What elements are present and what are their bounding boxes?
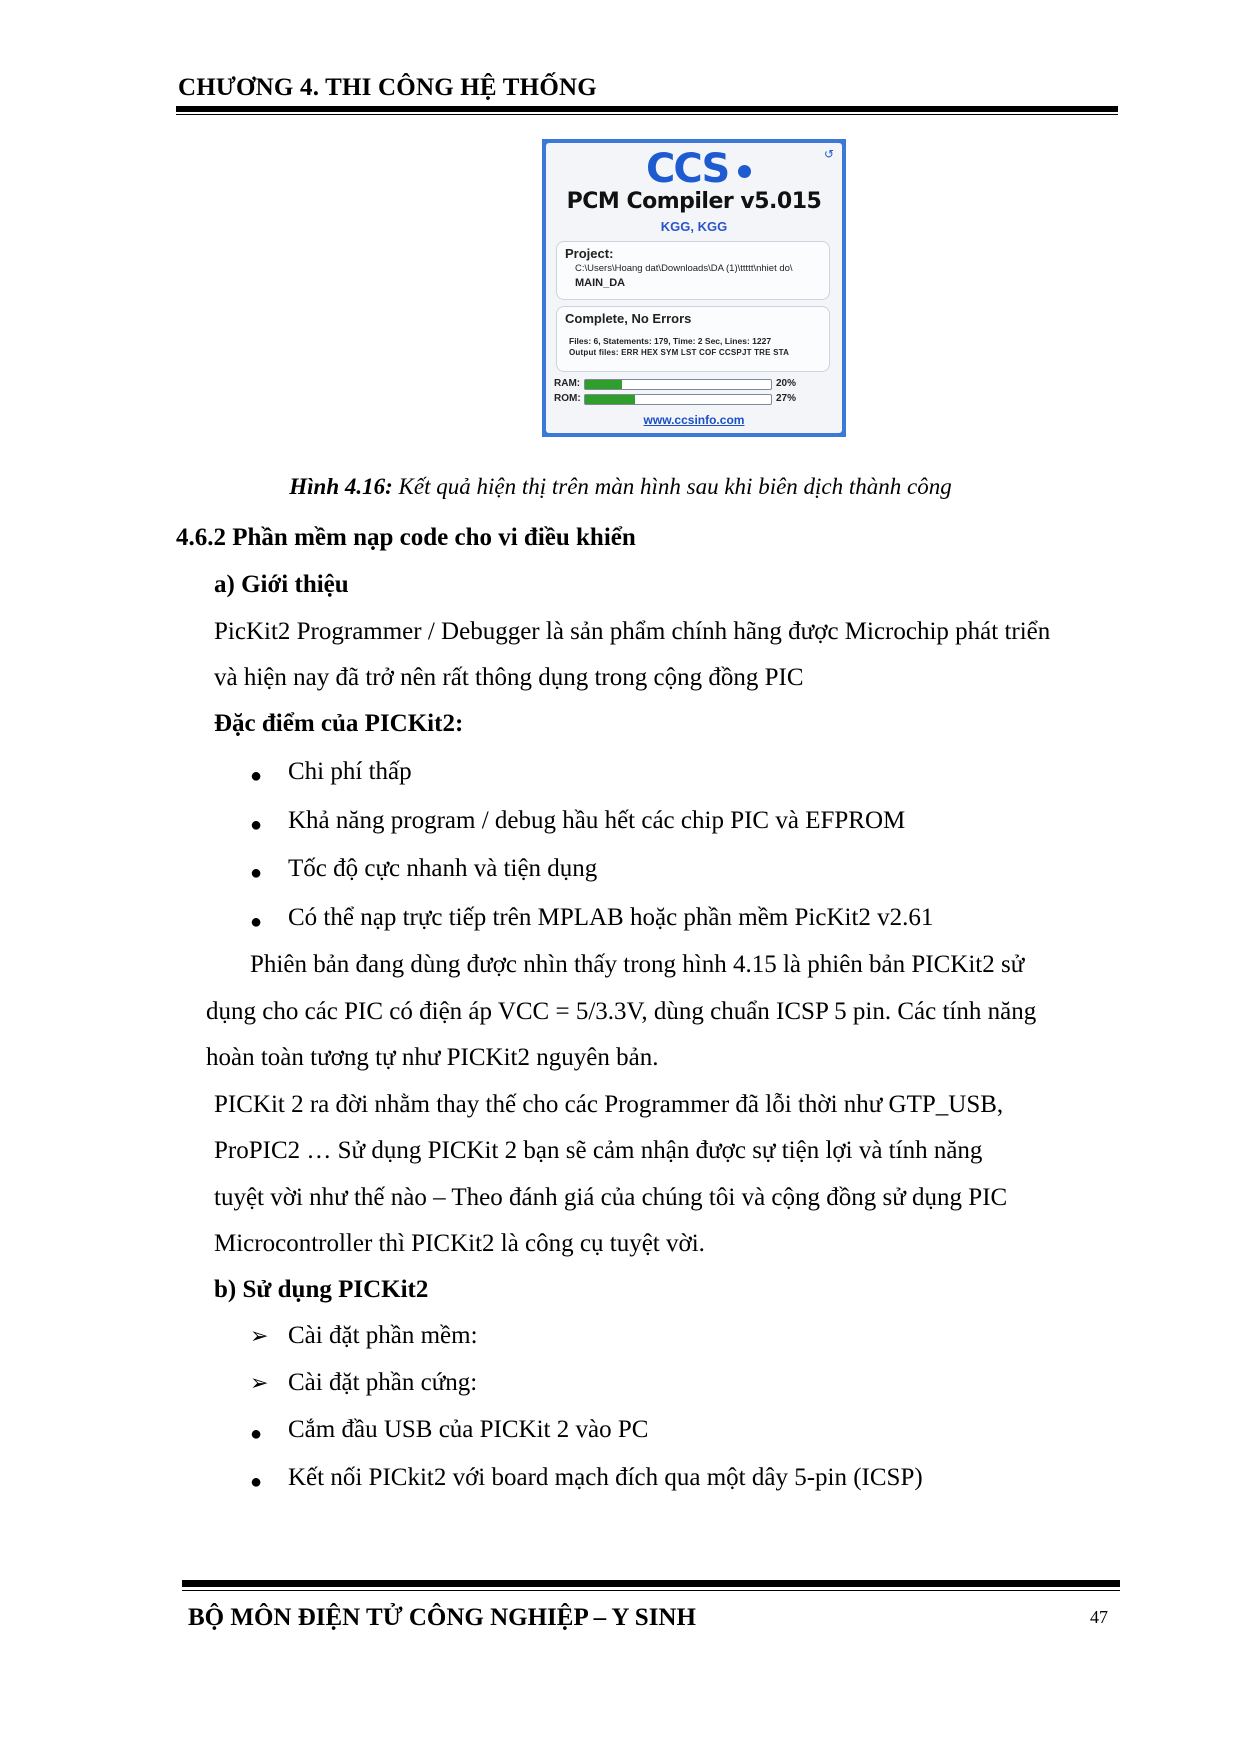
- project-panel: [556, 241, 830, 300]
- project-path: C:\Users\Hoang dat\Downloads\DA (1)\ttttt\nhiet do\: [575, 263, 793, 274]
- rom-meter-fill: [585, 395, 635, 404]
- rom-label: ROM:: [554, 393, 581, 404]
- figure-caption: [0, 474, 1241, 500]
- intro-line: và hiện nay đã trở nên rất thông dụng trong cộng đồng PIC: [214, 664, 804, 691]
- chapter-header: CHƯƠNG 4. THI CÔNG HỆ THỐNG: [178, 74, 597, 101]
- bullet-icon: ●: [250, 1423, 263, 1445]
- feature-item: Khả năng program / debug hầu hết các chip PIC và EFPROM: [288, 807, 906, 834]
- footer-rule: [182, 1580, 1120, 1587]
- product-name: PCM Compiler v5.015: [566, 189, 822, 214]
- compiler-screenshot: [542, 139, 846, 437]
- arrow-bullet-icon: ➢: [250, 1323, 269, 1348]
- section-heading: 4.6.2 Phần mềm nạp code cho vi điều khiển: [176, 524, 636, 551]
- output-files: Output files: ERR HEX SYM LST COF CCSPJT TRE STA: [569, 348, 790, 357]
- rom-percent: 27%: [776, 393, 797, 404]
- ram-label: RAM:: [554, 378, 581, 389]
- status-panel: [556, 306, 830, 372]
- ram-meter: [584, 379, 772, 390]
- paragraph-line: Microcontroller thì PICKit2 là công cụ tuyệt vời.: [214, 1230, 705, 1257]
- bullet-icon: ●: [250, 814, 263, 836]
- bullet-icon: ●: [250, 1471, 263, 1493]
- rom-meter: [584, 394, 772, 405]
- caption-text: Kết quả hiện thị trên màn hình sau khi biên dịch thành công: [392, 474, 952, 499]
- features-heading: Đặc điểm của PICKit2:: [214, 710, 464, 737]
- arrow-bullet-icon: ➢: [250, 1370, 269, 1395]
- hardware-item: Cắm đầu USB của PICKit 2 vào PC: [288, 1416, 649, 1443]
- compile-status: Complete, No Errors: [565, 311, 692, 326]
- website-link[interactable]: www.ccsinfo.com: [643, 413, 745, 427]
- refresh-icon: ↺: [823, 147, 834, 161]
- intro-line: PicKit2 Programmer / Debugger là sản phẩm chính hãng được Microchip phát triển: [214, 618, 1051, 645]
- ccs-logo: CCS: [646, 146, 729, 192]
- header-rule-thin: [176, 114, 1118, 115]
- footer-department: BỘ MÔN ĐIỆN TỬ CÔNG NGHIỆP – Y SINH: [188, 1604, 696, 1631]
- bullet-icon: ●: [250, 862, 263, 884]
- bullet-icon: ●: [250, 765, 263, 787]
- bullet-icon: ●: [250, 911, 263, 933]
- paragraph-line: Phiên bản đang dùng được nhìn thấy trong hình 4.15 là phiên bản PICKit2 sử: [250, 951, 1025, 978]
- ccs-logo-dot: [738, 165, 751, 178]
- ram-percent: 20%: [776, 378, 797, 389]
- hardware-item: Kết nối PICkit2 với board mạch đích qua một dây 5-pin (ICSP): [288, 1464, 923, 1491]
- step-item: Cài đặt phần mềm:: [288, 1322, 478, 1349]
- compile-stats: Files: 6, Statements: 179, Time: 2 Sec, Lines: 1227: [569, 336, 772, 346]
- subsection-a-heading: a) Giới thiệu: [214, 571, 349, 598]
- step-item: Cài đặt phần cứng:: [288, 1369, 478, 1396]
- license-text: KGG, KGG: [660, 219, 728, 234]
- header-rule: [176, 106, 1118, 112]
- feature-item: Có thể nạp trực tiếp trên MPLAB hoặc phần mềm PicKit2 v2.61: [288, 904, 934, 931]
- subsection-b-heading: b) Sử dụng PICKit2: [214, 1276, 429, 1303]
- feature-item: Chi phí thấp: [288, 758, 412, 785]
- footer-rule-thin: [182, 1590, 1120, 1591]
- ram-meter-fill: [585, 380, 622, 389]
- page-number: 47: [1090, 1607, 1108, 1627]
- paragraph-line: PICKit 2 ra đời nhằm thay thế cho các Programmer đã lỗi thời như GTP_USB,: [214, 1091, 1004, 1118]
- paragraph-line: dụng cho các PIC có điện áp VCC = 5/3.3V, dùng chuẩn ICSP 5 pin. Các tính năng: [206, 998, 1037, 1025]
- paragraph-line: ProPIC2 … Sử dụng PICKit 2 bạn sẽ cảm nhận được sự tiện lợi và tính năng: [214, 1137, 983, 1164]
- compiler-window: [546, 143, 842, 433]
- paragraph-line: tuyệt vời như thế nào – Theo đánh giá của chúng tôi và cộng đồng sử dụng PIC: [214, 1184, 1008, 1211]
- caption-label: Hình 4.16:: [289, 474, 393, 499]
- project-name: MAIN_DA: [575, 277, 626, 289]
- feature-item: Tốc độ cực nhanh và tiện dụng: [288, 855, 598, 882]
- project-label: Project:: [565, 246, 614, 261]
- paragraph-line: hoàn toàn tương tự như PICKit2 nguyên bản.: [206, 1044, 659, 1071]
